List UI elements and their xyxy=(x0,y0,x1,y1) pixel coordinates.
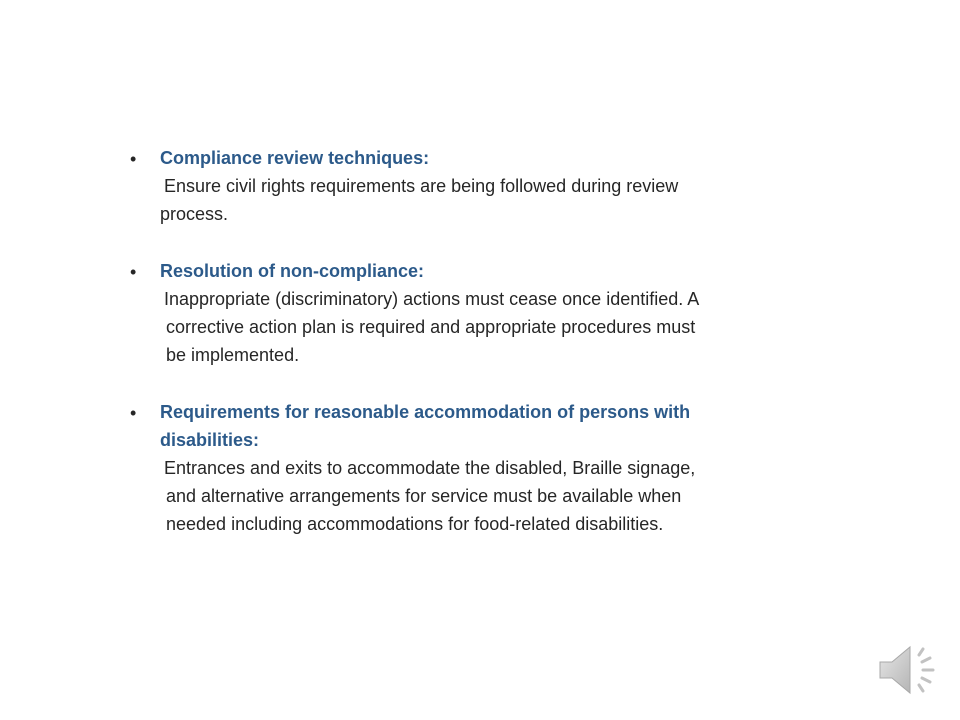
section-text-line: be implemented. xyxy=(166,345,300,365)
section-heading-line: disabilities: xyxy=(160,430,260,450)
speaker-icon[interactable] xyxy=(874,641,944,699)
section-text-line: needed including accommodations for food-related disabilities. xyxy=(166,514,664,534)
section-text-line: Entrances and exits to accommodate the disabled, Braille signage, xyxy=(164,458,696,478)
section-heading: Resolution of non-compliance: xyxy=(160,261,424,281)
bullet-item-resolution xyxy=(130,257,850,369)
section-text-line: Inappropriate (discriminatory) actions must cease once identified. A xyxy=(164,289,700,309)
bullet-list xyxy=(130,144,850,567)
bullet-item-accommodation xyxy=(130,398,850,538)
bullet-marker: • xyxy=(130,262,137,282)
section-text-line: corrective action plan is required and appropriate procedures must xyxy=(166,317,696,337)
section-text-line: Ensure civil rights requirements are being followed during review xyxy=(164,176,679,196)
bullet-marker: • xyxy=(130,403,137,423)
bullet-marker: • xyxy=(130,149,137,169)
bullet-item-compliance-review xyxy=(130,144,850,228)
section-heading-line: Requirements for reasonable accommodation of persons with xyxy=(160,402,691,422)
section-text-line: and alternative arrangements for service must be available when xyxy=(166,486,682,506)
section-text-line: process. xyxy=(160,204,229,224)
section-heading: Compliance review techniques: xyxy=(160,148,430,168)
